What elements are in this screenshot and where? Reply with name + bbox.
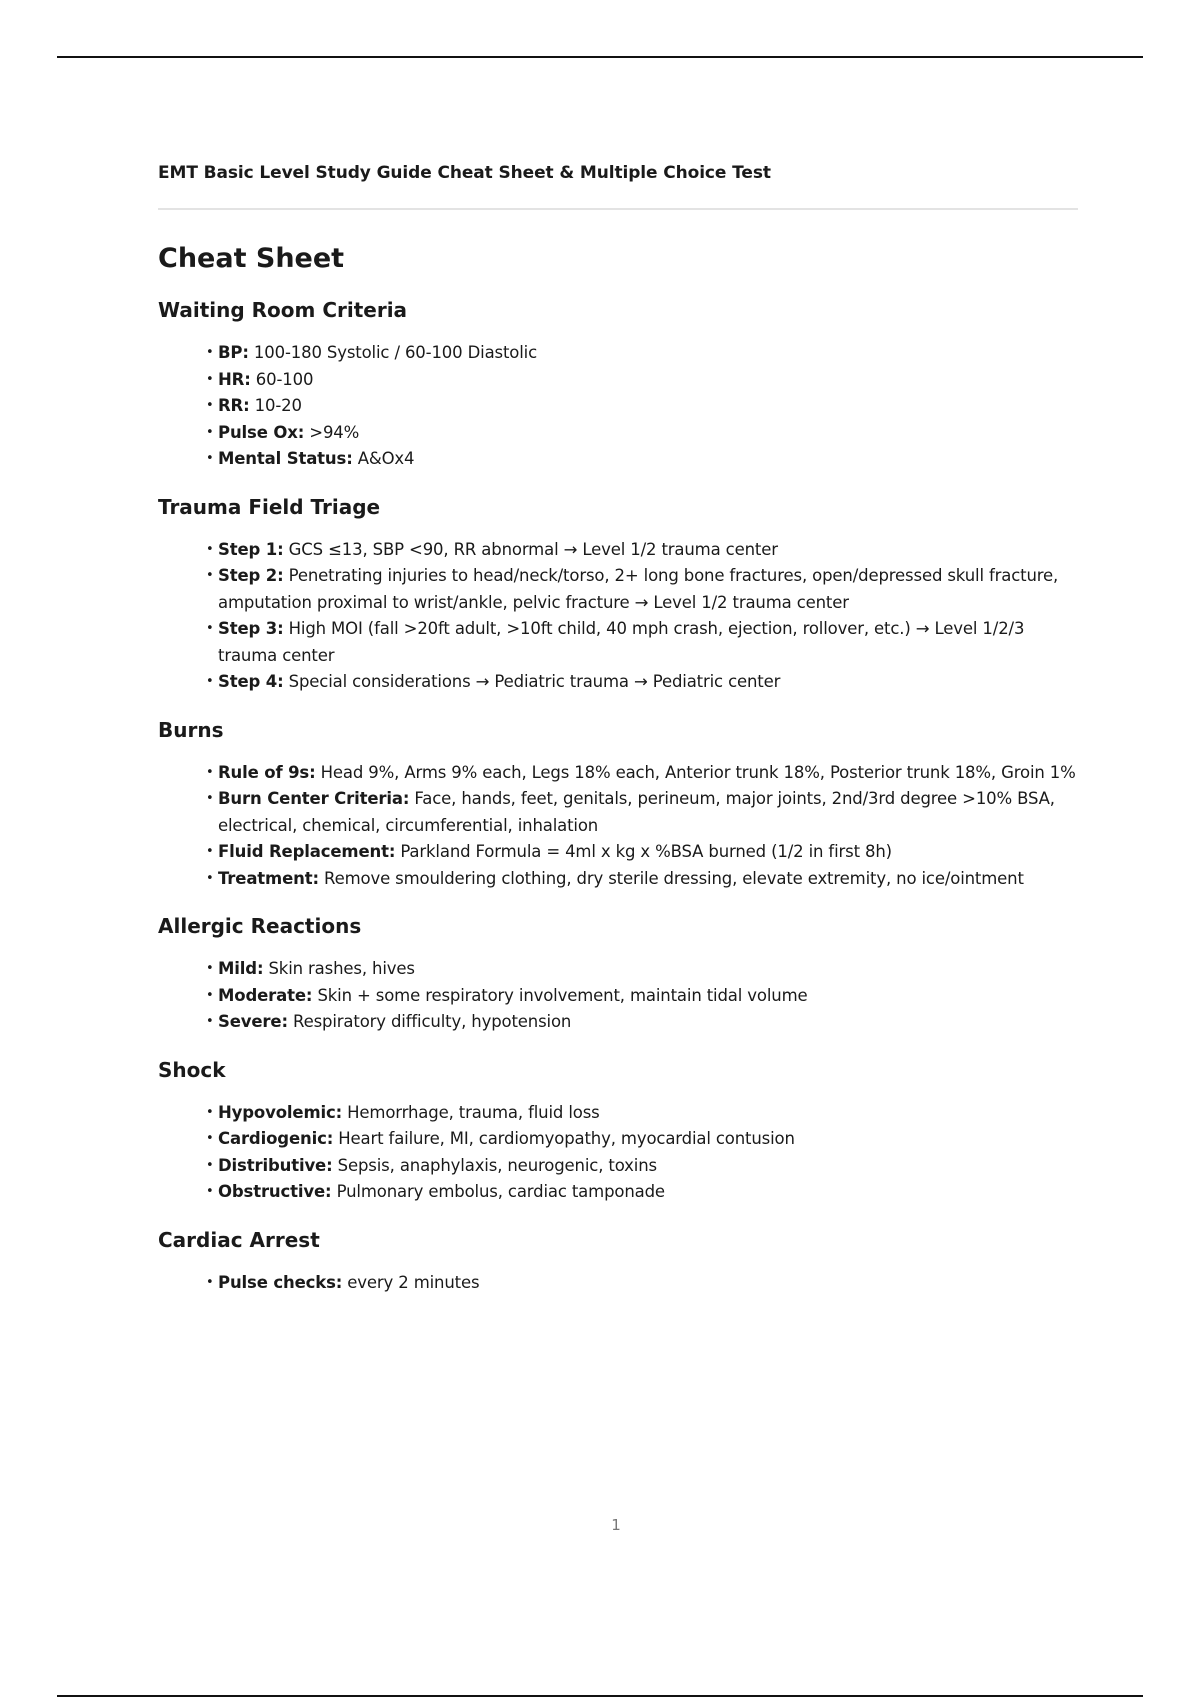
page-number: 1 (611, 1516, 621, 1534)
list-item (206, 669, 1078, 696)
section (158, 1226, 1078, 1297)
section (158, 912, 1078, 1036)
list-item (206, 446, 1078, 473)
item-text: Heart failure, MI, cardiomyopathy, myocardial contusion (333, 1129, 795, 1148)
list-item (206, 1179, 1078, 1206)
item-label: RR: (218, 396, 250, 415)
list-item (206, 1100, 1078, 1127)
item-text: Remove smouldering clothing, dry sterile dressing, elevate extremity, no ice/ointment (318, 868, 1024, 888)
section-heading: Burns (158, 717, 224, 742)
list-item (206, 537, 1078, 564)
item-text: Sepsis, anaphylaxis, neurogenic, toxins (332, 1155, 657, 1175)
item-label: Pulse checks: (218, 1272, 343, 1292)
item-text: >94% (304, 422, 360, 442)
section (158, 1056, 1078, 1206)
item-text: 60-100 (250, 369, 314, 389)
document-body (158, 160, 1078, 1296)
item-text: Hemorrhage, trauma, fluid loss (342, 1102, 600, 1122)
item-text: GCS ≤13, SBP <90, RR abnormal → Level 1/2 trauma center (283, 539, 778, 559)
section-heading: Shock (158, 1057, 226, 1082)
list-item (206, 563, 1078, 616)
section-heading: Allergic Reactions (158, 914, 362, 938)
item-text: High MOI (fall >20ft adult, >10ft child, 40 mph crash, ejection, rollover, etc.) → Level 1/2/3 trauma center (218, 619, 1025, 665)
item-text: Skin rashes, hives (263, 959, 415, 978)
item-text: Penetrating injuries to head/neck/torso, 2+ long bone fractures, open/depressed skull fracture, amputation proximal to wrist/ankle, pelvic fracture → Level 1/2 trauma center (218, 566, 1059, 612)
bullet-list (158, 956, 1078, 1036)
bullet-list (158, 1270, 1078, 1297)
section-heading: Cardiac Arrest (158, 1227, 320, 1252)
list-item (206, 786, 1078, 839)
item-label: Obstructive: (218, 1182, 332, 1201)
section (158, 296, 1078, 473)
bullet-list (158, 760, 1078, 893)
item-text: Face, hands, feet, genitals, perineum, major joints, 2nd/3rd degree >10% BSA, electrical, chemical, circumferential, inhalation (218, 789, 1055, 835)
item-label: Severe: (218, 1012, 288, 1031)
item-text: Parkland Formula = 4ml x kg x %BSA burned (1/2 in first 8h) (395, 842, 892, 861)
item-text: Special considerations → Pediatric trauma → Pediatric center (283, 672, 781, 691)
item-label: Step 3: (218, 619, 284, 638)
item-label: BP: (218, 343, 249, 362)
item-label: Mental Status: (218, 449, 353, 468)
item-text: Head 9%, Arms 9% each, Legs 18% each, Anterior trunk 18%, Posterior trunk 18%, Groin 1% (315, 762, 1076, 782)
item-text: 10-20 (249, 396, 302, 415)
item-label: Step 1: (218, 539, 284, 559)
list-item (206, 393, 1078, 420)
bullet-list (158, 537, 1078, 696)
item-label: Pulse Ox: (218, 422, 305, 442)
list-item (206, 1126, 1078, 1153)
list-item (206, 866, 1078, 893)
page-heading: Cheat Sheet (158, 243, 345, 274)
title-divider (158, 208, 1078, 210)
sections-container (158, 296, 1078, 1296)
section (158, 716, 1078, 893)
item-text: 100-180 Systolic / 60-100 Diastolic (248, 343, 538, 362)
item-text: A&Ox4 (352, 449, 415, 468)
list-item (206, 1270, 1078, 1297)
item-label: Mild: (218, 959, 264, 978)
list-item (206, 340, 1078, 367)
page-bottom-rule (57, 1695, 1143, 1697)
list-item (206, 760, 1078, 787)
section-heading: Waiting Room Criteria (158, 298, 408, 322)
item-label: HR: (218, 369, 251, 389)
section (158, 493, 1078, 696)
page-top-rule (57, 56, 1143, 58)
item-label: Step 2: (218, 566, 284, 585)
item-label: Treatment: (218, 868, 319, 888)
item-label: Moderate: (218, 985, 313, 1005)
item-text: every 2 minutes (342, 1272, 480, 1292)
item-label: Step 4: (218, 672, 284, 691)
list-item (206, 983, 1078, 1010)
list-item (206, 1153, 1078, 1180)
item-text: Respiratory difficulty, hypotension (287, 1012, 572, 1031)
item-label: Hypovolemic: (218, 1102, 343, 1122)
document-title: EMT Basic Level Study Guide Cheat Sheet & Multiple Choice Test (158, 163, 771, 183)
bullet-list (158, 1100, 1078, 1206)
list-item (206, 1009, 1078, 1036)
list-item (206, 839, 1078, 866)
bullet-list (158, 340, 1078, 473)
item-label: Fluid Replacement: (218, 842, 396, 861)
item-text: Pulmonary embolus, cardiac tamponade (331, 1182, 665, 1201)
item-label: Burn Center Criteria: (218, 789, 410, 808)
list-item (206, 367, 1078, 394)
item-label: Rule of 9s: (218, 762, 316, 782)
section-heading: Trauma Field Triage (158, 494, 381, 519)
item-text: Skin + some respiratory involvement, maintain tidal volume (312, 985, 808, 1005)
list-item (206, 420, 1078, 447)
item-label: Distributive: (218, 1155, 333, 1175)
list-item (206, 616, 1078, 669)
list-item (206, 956, 1078, 983)
item-label: Cardiogenic: (218, 1129, 334, 1148)
